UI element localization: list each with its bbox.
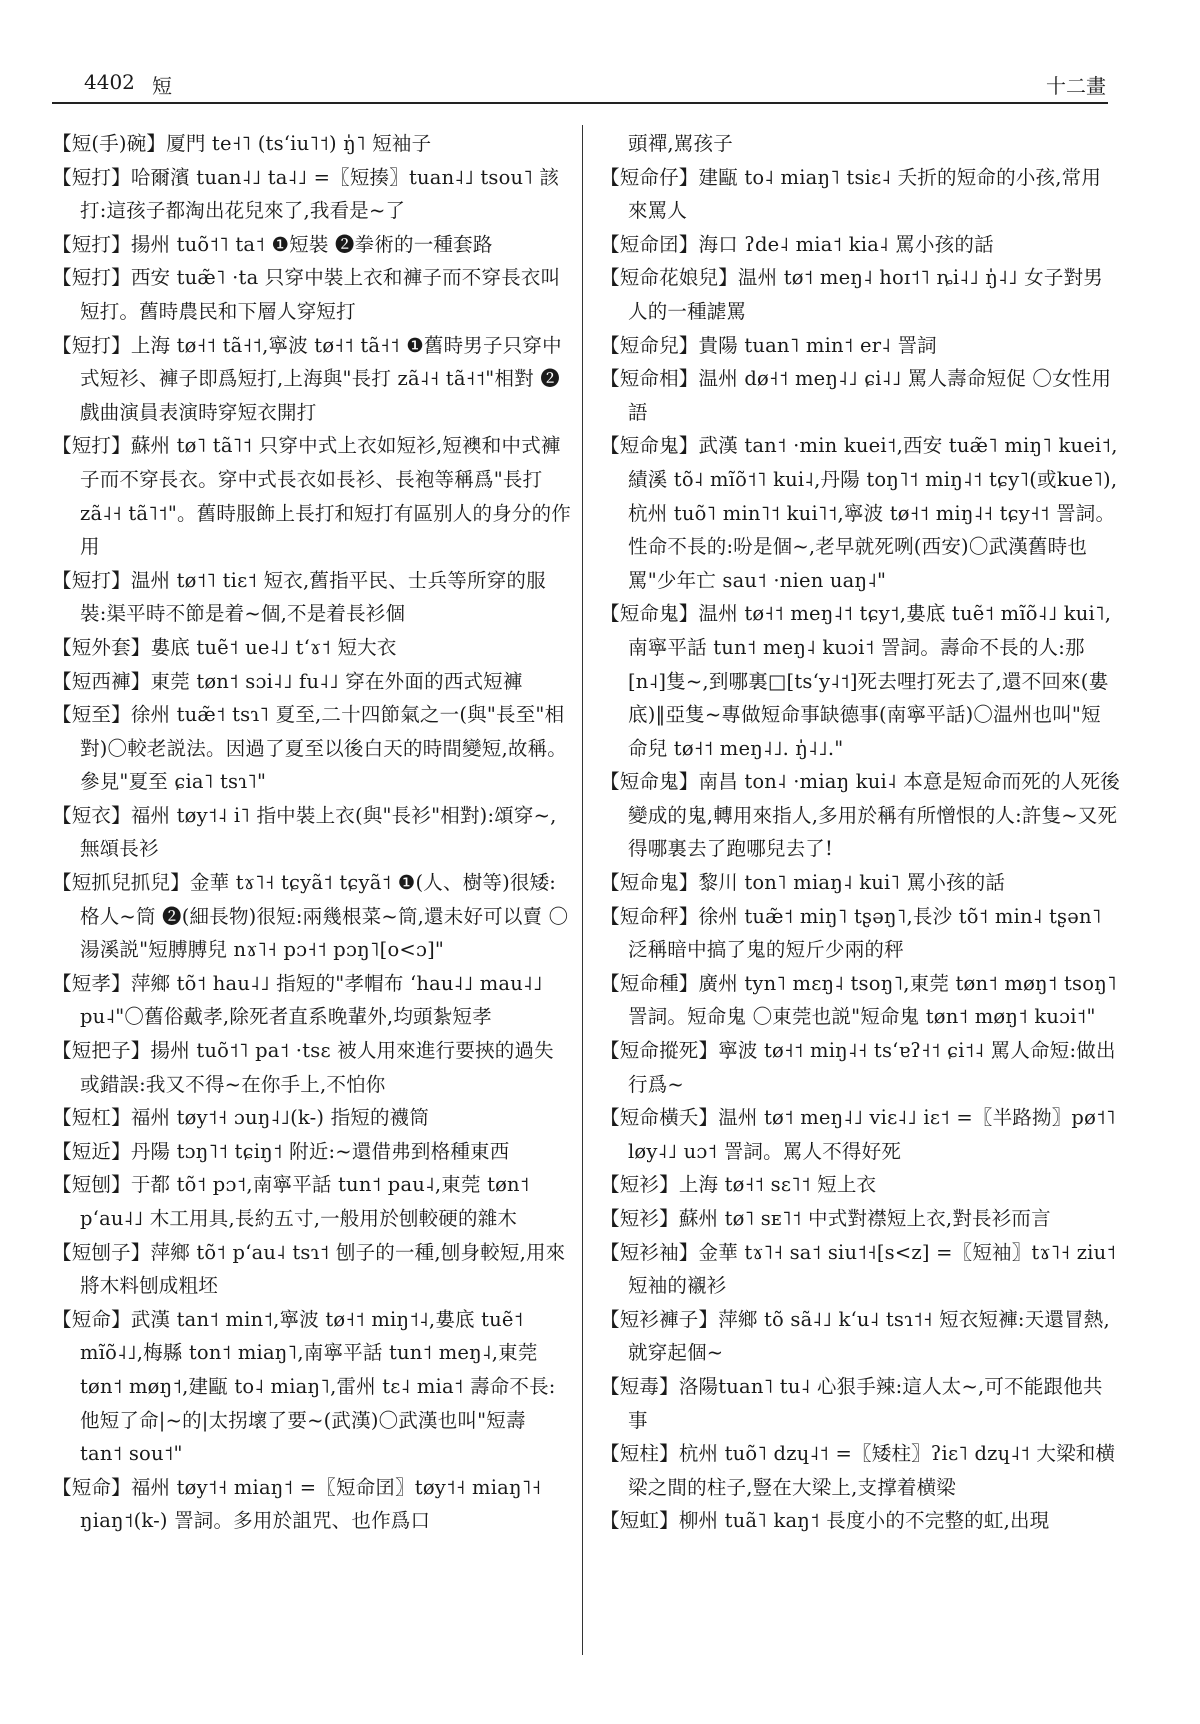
dictionary-entry (600, 967, 1120, 1034)
entry-definition: 南昌 ton˨ ·miaŋ kui˨ 本意是短命而死的人死後變成的鬼,轉用來指人,多用於稱有所憎恨的人:許隻~又死得哪裏去了跑哪兒去了! (628, 770, 1120, 861)
entry-definition: 揚州 tuõ˦˥ ta˦ ❶短裝 ❷拳術的一種套路 (130, 232, 493, 256)
dictionary-entry (600, 1303, 1120, 1370)
entry-headword: 【短命摐死】 (600, 1039, 719, 1063)
dictionary-entry (52, 665, 572, 699)
entry-definition: 福州 tøy˦˧ ɔuŋ˨˩(k-) 指短的襪筒 (130, 1106, 430, 1130)
entry-definition: 徐州 tuæ̃˦ miŋ˥ tʂəŋ˥,長沙 tõ˦ min˨ tʂən˥ 泛稱暗中搞了鬼的短斤少兩的秤 (628, 904, 1102, 962)
dictionary-entry (52, 698, 572, 799)
entry-headword: 【短命鬼】 (600, 434, 699, 458)
entry-headword: 【短(手)碗】 (52, 132, 167, 155)
entry-definition: 武漢 tan˦ min˦,寧波 tø˧˦ miŋ˦˨,婁底 tuẽ˦ mĩõ˨˩,梅縣 ton˦ miaŋ˥,南寧平話 tun˦ meŋ˨,東莞 tøn˦ møŋ˦,建甌 to˨ miaŋ˥,雷州 tɛ˨ mia˦ 壽命不長:他短了命|~的|太拐壞了要~(武漢)〇武漢也叫"短壽 tan˦ sou˦" (80, 1307, 556, 1466)
entry-headword: 【短衫】 (600, 1207, 679, 1230)
entry-definition: 杭州 tuõ˥ dzɥ˨˦ =〖矮柱〗ʔiɛ˥ dzɥ˨˦ 大梁和横梁之間的柱子,豎在大梁上,支撑着横梁 (628, 1442, 1116, 1499)
dictionary-entry (52, 1101, 572, 1135)
entry-definition: 萍鄉 tõ˦ hau˨˩ 指短的"孝帽布 ʻhau˨˩ mau˨˩ pu˨"〇舊俗戴孝,除死者直系晚輩外,均頭紮短孝 (80, 971, 543, 1029)
entry-headword: 【短孝】 (52, 971, 131, 995)
entry-definition: 洛陽tuan˥ tu˨ 心狠手辣:這人太~,可不能跟他共事 (628, 1374, 1103, 1432)
entry-definition: 上海 tø˧˦ sɛ˥˦ 短上衣 (678, 1173, 877, 1197)
dictionary-entry (52, 799, 572, 866)
dictionary-entry (600, 161, 1120, 228)
header-stroke-count: 十二畫 (1046, 74, 1106, 98)
dictionary-entry (52, 1168, 572, 1235)
entry-headword: 【短打】 (52, 165, 131, 189)
entry-definition: 哈爾濱 tuan˨˩ ta˨˩ =〖短揍〗tuan˨˩ tsou˥ 該打:這孩子都淘出花兒來了,我看是~了 (80, 165, 560, 223)
column-divider (582, 125, 583, 1655)
page-number: 4402 (84, 70, 135, 94)
entry-definition: 武漢 tan˦ ·min kuei˦,西安 tuæ̃˥ miŋ˥ kuei˦,績溪 tõ˨ mĩõ˦˥ kui˨,丹陽 toŋ˥˦ miŋ˨˦ tɕy˥(或kue˥),杭州 tuõ˥ min˥˦ kui˥˦,寧波 tø˧˦ miŋ˨˧ tɕy˧˦ 詈詞。性命不長的:吩是個~,老早就死咧(西安)〇武漢舊時也罵"少年亡 sau˦ ·nien uaŋ˨" (628, 434, 1118, 592)
entry-headword: 【短把子】 (52, 1039, 151, 1063)
entry-definition: 于都 tõ˦ pɔ˦,南寧平話 tun˦ pau˨,東莞 tøn˦ pʻau˨˩ 木工用具,長約五寸,一般用於刨較硬的雜木 (80, 1173, 530, 1230)
dictionary-entry (600, 1437, 1120, 1504)
entry-definition: 建甌 to˨ miaŋ˥ tsiɛ˨ 夭折的短命的小孩,常用來罵人 (628, 165, 1102, 223)
entry-definition: 厦門 te˧˥ (tsʻiu˥˦) ŋ̍˥ 短袖子 (166, 132, 432, 155)
entry-headword: 【短刨】 (52, 1173, 131, 1197)
dictionary-entry (600, 1202, 1120, 1236)
entry-definition: 温州 tø˦ meŋ˨˩ viɛ˨˩ iɛ˦ =〖半路拗〗pø˦˥ løy˨˩ uɔ˦ 詈詞。罵人不得好死 (628, 1106, 1116, 1163)
dictionary-entry (600, 329, 1120, 363)
dictionary-entry (52, 261, 572, 328)
dictionary-entry (52, 631, 572, 665)
entry-definition: 揚州 tuõ˦˥ pa˦ ·tsɛ 被人用來進行要挾的過失或錯誤:我又不得~在你手上,不怕你 (80, 1039, 554, 1096)
entry-definition: 東莞 tøn˦ sɔi˨˩ fu˨˩ 穿在外面的西式短褲 (150, 669, 523, 693)
left-column (52, 127, 572, 1538)
dictionary-entry (600, 1370, 1120, 1437)
dictionary-entry (52, 161, 572, 228)
entry-headword: 【短杠】 (52, 1106, 131, 1130)
entry-definition: 西安 tuæ̃˥ ·ta 只穿中裝上衣和褲子而不穿長衣叫短打。舊時農民和下層人穿短打 (80, 266, 561, 323)
entry-definition: 上海 tø˧˦ tã˧˦,寧波 tø˧˦ tã˧˦ ❶舊時男子只穿中式短衫、褲子即爲短打,上海與"長打 zã˨˧ tã˧˦"相對 ❷戲曲演員表演時穿短衣開打 (80, 333, 562, 424)
entry-headword: 【短衫褲子】 (600, 1307, 719, 1331)
dictionary-entry (52, 1236, 572, 1303)
dictionary-entry (52, 127, 572, 161)
entry-headword: 【短外套】 (52, 635, 151, 659)
dictionary-entry (52, 564, 572, 631)
entry-definition: 温州 tø˦ meŋ˨ hoɪ˦˥ ȵi˨˩ ŋ̍˨˩ 女子對男人的一種謔罵 (628, 266, 1103, 323)
dictionary-entry (600, 429, 1120, 597)
entry-definition: 徐州 tuæ̃˦ tsɿ˥ 夏至,二十四節氣之一(與"長至"相對)〇較老説法。因過了夏至以後白天的時間變短,故稱。參見"夏至 ɕia˥ tsɿ˥" (80, 703, 568, 794)
entry-headword: 【短打】 (52, 333, 131, 357)
entry-definition: 黎川 ton˥ miaŋ˨ kui˥ 罵小孩的話 (698, 871, 1006, 895)
dictionary-entry (52, 1034, 572, 1101)
entry-headword: 【短打】 (52, 232, 131, 256)
dictionary-entry (52, 228, 572, 262)
dictionary-entry (52, 429, 572, 563)
entry-definition: 頭禪,駡孩子 (628, 132, 733, 155)
page-header (52, 62, 1108, 104)
entry-headword: 【短命花娘兒】 (600, 266, 738, 290)
entry-headword: 【短命秤】 (600, 904, 699, 928)
dictionary-entry (52, 866, 572, 967)
entry-headword: 【短柱】 (600, 1442, 679, 1466)
entry-headword: 【短打】 (52, 434, 131, 458)
entry-headword: 【短命橫夭】 (600, 1106, 719, 1130)
entry-headword: 【短命相】 (600, 367, 699, 391)
dictionary-entry (52, 1135, 572, 1169)
entry-headword: 【短虹】 (600, 1509, 679, 1533)
entry-definition: 寧波 tø˧˦ miŋ˨˧ tsʻɐʔ˧˦ ɕi˦˨ 罵人命短:做出行爲~ (628, 1039, 1116, 1096)
entry-headword: 【短打】 (52, 568, 131, 592)
dictionary-entry (600, 866, 1120, 900)
dictionary-entry (52, 1471, 572, 1538)
entry-headword: 【短衫袖】 (600, 1240, 699, 1264)
dictionary-entry (600, 597, 1120, 765)
dictionary-entry (600, 1504, 1120, 1538)
dictionary-entry (600, 900, 1120, 967)
entry-headword: 【短至】 (52, 703, 131, 727)
entry-definition: 金華 tɤ˥˧ tɕyã˦ tɕyã˦ ❶(人、樹等)很矮:格人~筒 ❷(細長物)很短:兩幾根菜~筒,還未好可以賣 〇湯溪説"短膊膊兒 nɤ˥˧ pɔ˧˦ pɔŋ˥[o<ɔ]" (80, 871, 569, 962)
entry-headword: 【短命鬼】 (600, 871, 699, 895)
dictionary-entry (600, 1101, 1120, 1168)
entry-headword: 【短打】 (52, 266, 131, 290)
entry-headword: 【短毒】 (600, 1374, 679, 1398)
entry-definition: 丹陽 tɔŋ˥˦ tɕiŋ˦ 附近:~還借弗到格種東西 (130, 1139, 510, 1163)
entry-definition: 貴陽 tuan˥ min˦ er˨ 詈詞 (698, 333, 937, 357)
dictionary-entry (600, 1168, 1120, 1202)
dictionary-entry (52, 329, 572, 430)
dictionary-entry (600, 1034, 1120, 1101)
dictionary-entry (600, 127, 1120, 161)
entry-headword: 【短抓兒抓兒】 (52, 871, 190, 895)
dictionary-entry (600, 228, 1120, 262)
dictionary-entry (600, 362, 1120, 429)
right-column (600, 127, 1120, 1538)
entry-definition: 萍鄉 tõ sã˨˩ kʻu˨ tsɿ˦˧ 短衣短褲:天還冒熱,就穿起個~ (628, 1307, 1110, 1365)
entry-definition: 温州 tø˧˦ meŋ˨˦ tɕy˦,婁底 tuẽ˦ mĩõ˨˩ kui˥,南寧平話 tun˦ meŋ˨ kuɔi˦ 詈詞。壽命不長的人:那[n˨]隻~,到哪裏□[tsʻy˨˦]死去哩打死去了,還不回來(婁底)‖亞隻~專做短命事缺德事(南寧平話)〇温州也叫"短命兒 tø˧˦ meŋ˨˩. ŋ̍˨˩." (628, 602, 1112, 760)
entry-headword: 【短衫】 (600, 1173, 679, 1197)
entry-definition: 福州 tøy˦˨ i˥ 指中裝上衣(與"長衫"相對):頌穿~,無頌長衫 (80, 803, 557, 861)
dictionary-entry (52, 967, 572, 1034)
entry-definition: 蘇州 tø˥ sᴇ˥˦ 中式對襟短上衣,對長衫而言 (678, 1207, 1051, 1230)
entry-headword: 【短命】 (52, 1475, 131, 1499)
entry-headword: 【短命鬼】 (600, 602, 699, 626)
entry-headword: 【短命種】 (600, 971, 699, 995)
entry-definition: 海口 ʔde˨ mia˦ kia˨ 罵小孩的話 (698, 232, 994, 256)
entry-definition: 蘇州 tø˥ tã˥˦ 只穿中式上衣如短衫,短襖和中式褲子而不穿長衣。穿中式長衣如長衫、長袍等稱爲"長打 zã˨˧ tã˥˦"。舊時服飾上長打和短打有區别人的身分的作用 (80, 434, 571, 559)
entry-definition: 柳州 tuã˥ kaŋ˦ 長度小的不完整的虹,出現 (678, 1509, 1050, 1533)
entry-definition: 温州 tø˦˥ tiɛ˦ 短衣,舊指平民、士兵等所穿的服裝:渠平時不節是着~個,不是着長衫個 (80, 568, 546, 626)
dictionary-entry (52, 1303, 572, 1471)
dictionary-entry (600, 261, 1120, 328)
entry-headword: 【短命】 (52, 1307, 131, 1331)
entry-headword: 【短刨子】 (52, 1240, 151, 1264)
entry-headword: 【短命兒】 (600, 333, 699, 357)
entry-headword: 【短衣】 (52, 803, 131, 827)
header-character: 短 (152, 74, 172, 98)
entry-definition: 萍鄉 tõ˦ pʻau˨ tsɿ˦ 刨子的一種,刨身較短,用來將木料刨成粗坯 (80, 1240, 566, 1298)
entry-headword: 【短命鬼】 (600, 770, 699, 794)
entry-headword: 【短近】 (52, 1139, 131, 1163)
entry-definition: 福州 tøy˦˧ miaŋ˦ =〖短命囝〗tøy˦˧ miaŋ˥˧ ŋiaŋ˦(k-) 詈詞。多用於詛咒、也作爲口 (80, 1475, 542, 1533)
entry-definition: 金華 tɤ˥˧ sa˦ siu˦˧[s<z] =〖短袖〗tɤ˥˧ ziu˦ 短袖的襯衫 (628, 1240, 1117, 1298)
entry-headword: 【短命仔】 (600, 165, 699, 189)
dictionary-entry (600, 1236, 1120, 1303)
entry-headword: 【短西褲】 (52, 669, 151, 693)
entry-definition: 温州 dø˧˦ meŋ˨˩ ɕi˨˩ 罵人壽命短促 〇女性用語 (628, 367, 1112, 424)
dictionary-entry (600, 765, 1120, 866)
entry-definition: 婁底 tuẽ˦ ue˨˩ tʻɤ˦ 短大衣 (150, 635, 397, 659)
entry-headword: 【短命囝】 (600, 232, 699, 256)
entry-definition: 廣州 tyn˥ mɛŋ˨ tsoŋ˥,東莞 tøn˦ møŋ˦ tsoŋ˥ 詈詞。短命鬼 〇東莞也説"短命鬼 tøn˦ møŋ˦ kuɔi˦" (628, 971, 1117, 1029)
